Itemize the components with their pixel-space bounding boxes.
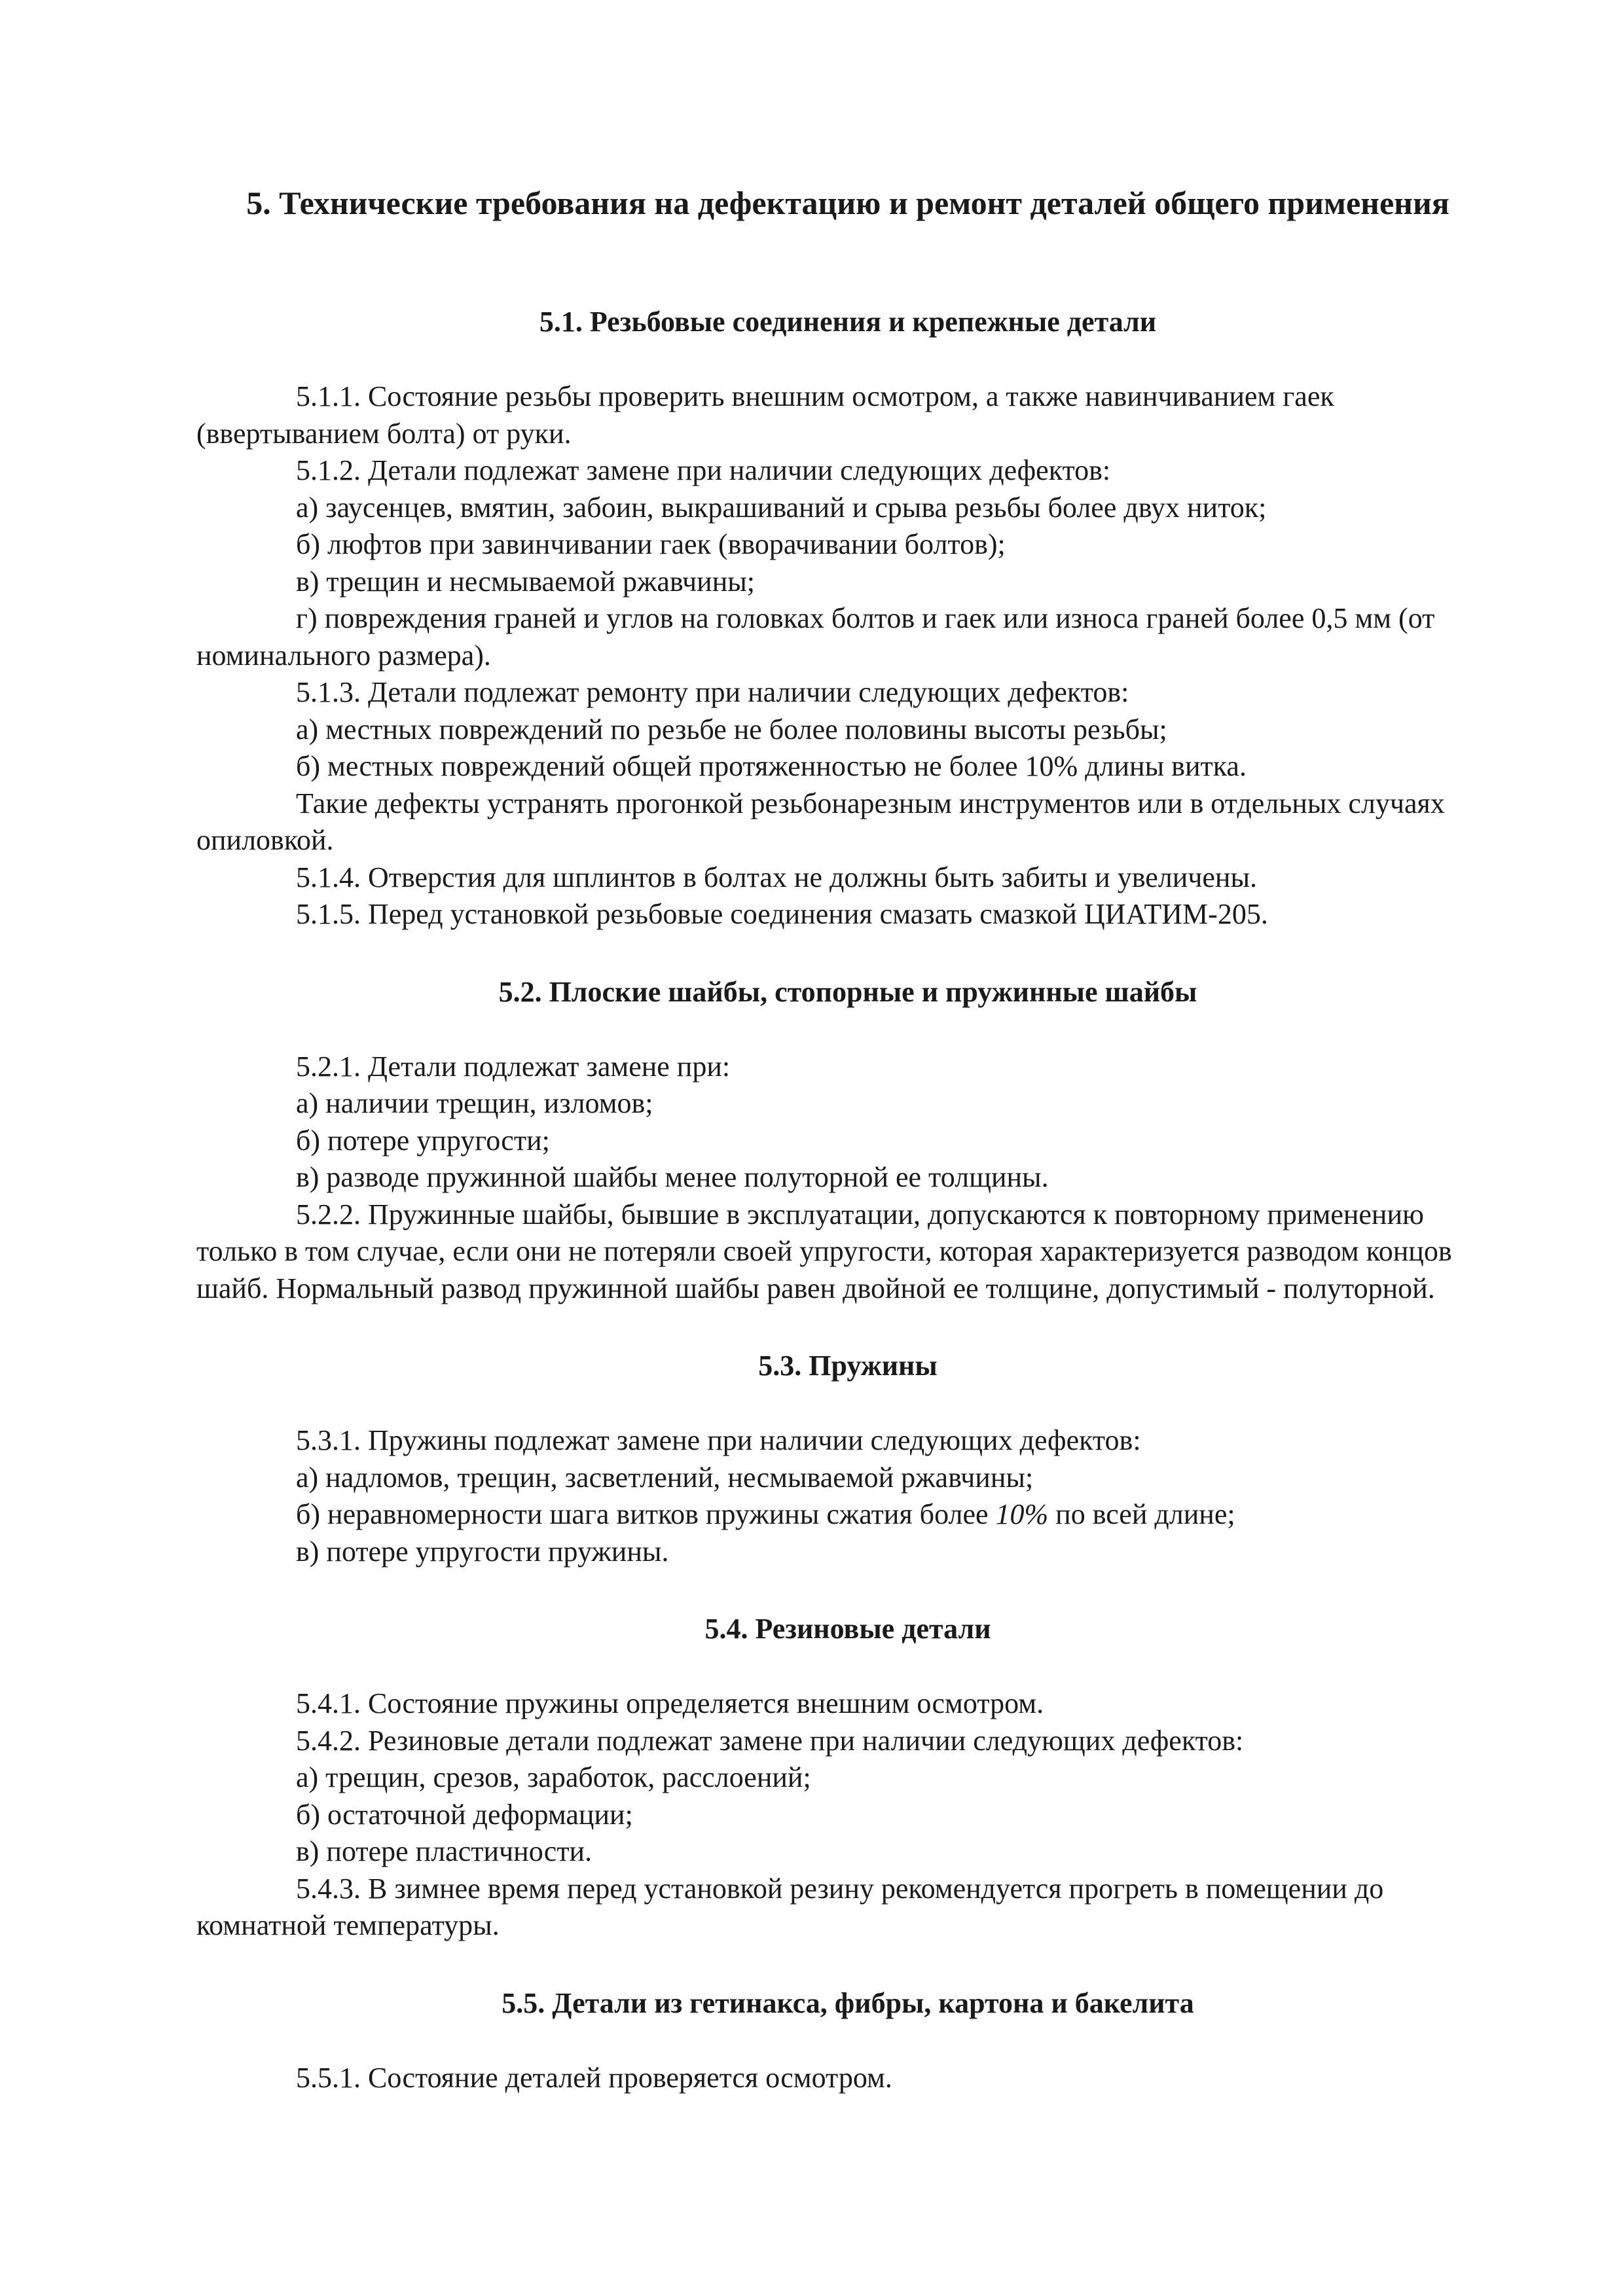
paragraph: 5.4.1. Состояние пружины определяется внешним осмотром. <box>296 1687 1044 1719</box>
list-item: в) потере упругости пружины. <box>296 1535 669 1568</box>
section-5-1 <box>196 304 1499 933</box>
list-item: а) надломов, трещин, засветлений, несмываемой ржавчины; <box>296 1461 1034 1494</box>
list-item: а) трещин, срезов, заработок, расслоений; <box>296 1761 811 1793</box>
text-run: б) неравномерности шага витков пружины сжатия более <box>296 1498 996 1530</box>
paragraph: 5.2.1. Детали подлежат замене при: <box>296 1050 731 1083</box>
paragraph: 5.1.1. Состояние резьбы проверить внешним осмотром, а также навинчиванием гаек (ввертыванием болта) от руки. <box>196 380 1334 450</box>
list-item: б) местных повреждений общей протяженностью не более 10% длины витка. <box>296 750 1247 782</box>
text-run: по всей длине; <box>1048 1498 1235 1530</box>
document-title: 5. Технические требования на дефектацию и ремонт деталей общего применения <box>246 185 1450 221</box>
paragraph: 5.1.2. Детали подлежат замене при наличии следующих дефектов: <box>296 454 1111 486</box>
section-heading: 5.2. Плоские шайбы, стопорные и пружинные шайбы <box>498 975 1197 1008</box>
paragraph: 5.1.5. Перед установкой резьбовые соединения смазать смазкой ЦИАТИМ-205. <box>296 898 1268 930</box>
list-item: в) потере пластичности. <box>296 1835 593 1867</box>
italic-value: 10% <box>995 1498 1049 1530</box>
paragraph: 5.1.4. Отверстия для шплинтов в болтах не должны быть забиты и увеличены. <box>296 861 1258 893</box>
list-item: б) люфтов при завинчивании гаек (вворачивании болтов); <box>296 528 1006 560</box>
document-page <box>196 183 1499 2096</box>
paragraph: 5.5.1. Состояние деталей проверяется осмотром. <box>296 2061 892 2094</box>
list-item: а) местных повреждений по резьбе не более половины высоты резьбы; <box>296 713 1167 745</box>
section-5-5 <box>196 1985 1499 2097</box>
list-item: г) повреждения граней и углов на головках болтов и гаек или износа граней более 0,5 мм (от номинального размера). <box>196 602 1435 672</box>
paragraph: 5.1.3. Детали подлежат ремонту при наличии следующих дефектов: <box>296 676 1129 708</box>
section-heading: 5.3. Пружины <box>758 1350 938 1382</box>
list-item: в) трещин и несмываемой ржавчины; <box>296 565 756 598</box>
list-item: б) остаточной деформации; <box>296 1798 633 1831</box>
section-5-2 <box>196 974 1499 1308</box>
list-item: а) заусенцев, вмятин, забоин, выкрашиваний и срыва резьбы более двух ниток; <box>296 491 1267 524</box>
paragraph: 5.2.2. Пружинные шайбы, бывшие в эксплуатации, допускаются к повторному применению только в том случае, если они не потеряли своей упругости, которая характеризуется разводом концов шайб. Нормальный развод пружинной шайбы равен двойной ее толщине, допустимый - полуторной. <box>196 1198 1452 1304</box>
list-item: в) разводе пружинной шайбы менее полуторной ее толщины. <box>296 1161 1049 1193</box>
section-5-4 <box>196 1611 1499 1945</box>
section-heading: 5.1. Резьбовые соединения и крепежные детали <box>539 306 1157 338</box>
section-heading: 5.5. Детали из гетинакса, фибры, картона и бакелита <box>501 1986 1194 2019</box>
section-heading: 5.4. Резиновые детали <box>704 1613 991 1645</box>
list-item: а) наличии трещин, изломов; <box>296 1087 653 1119</box>
paragraph: 5.4.3. В зимнее время перед установкой резину рекомендуется прогреть в помещении до комнатной температуры. <box>196 1872 1384 1941</box>
section-5-3 <box>196 1348 1499 1570</box>
list-item: б) потере упругости; <box>296 1124 550 1157</box>
paragraph: Такие дефекты устранять прогонкой резьбонарезным инструментов или в отдельных случаях опиловкой. <box>196 787 1445 856</box>
paragraph: 5.4.2. Резиновые детали подлежат замене при наличии следующих дефектов: <box>296 1724 1244 1757</box>
list-item <box>196 1496 1499 1534</box>
paragraph: 5.3.1. Пружины подлежат замене при наличии следующих дефектов: <box>296 1424 1141 1456</box>
